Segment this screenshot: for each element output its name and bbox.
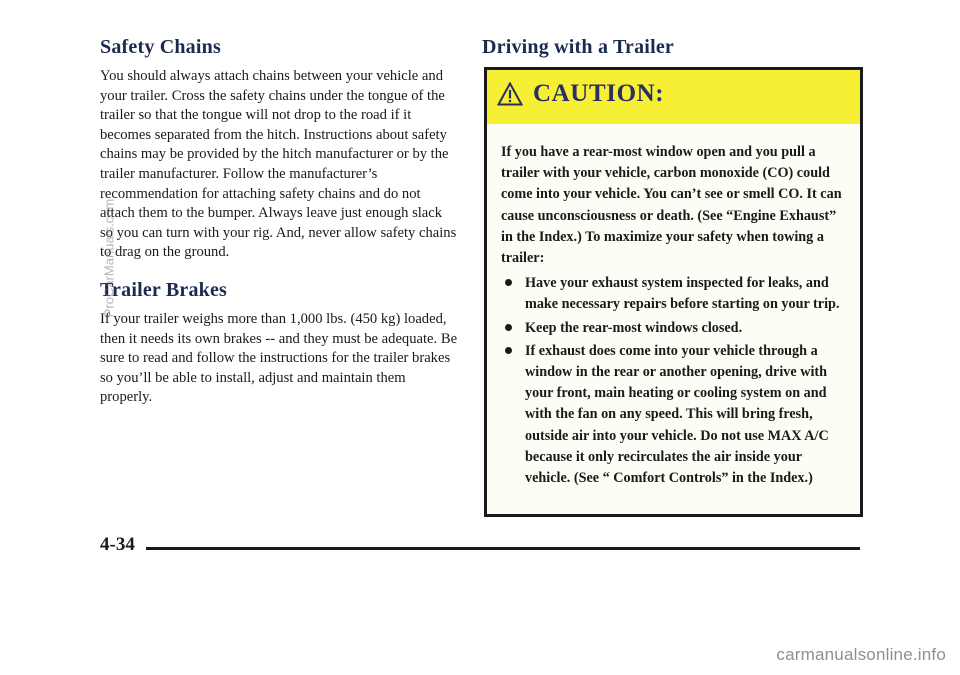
warning-triangle-icon (497, 82, 523, 106)
page-number: 4-34 (100, 534, 135, 555)
caution-bullet-text: If exhaust does come into your vehicle through a window in the rear or another opening, drive with your front, main heating or cooling system on and with the fan on any speed. This will bring fresh, outside air into your vehicle. Do not use MAX A/C because it only recirculates the air inside your vehicle. (See “ Comfort Controls” in the Index.) (525, 342, 829, 487)
bullet-dot-icon (505, 324, 512, 331)
left-column (100, 36, 458, 408)
caution-bullet-1 (501, 273, 847, 315)
caution-bullet-3 (501, 341, 847, 489)
caution-banner (487, 70, 860, 124)
safety-chains-text: You should always attach chains between your vehicle and your trailer. Cross the safety chains under the tongue of the trailer so that the tongue will not drop to the road if it becomes separated from the hitch. Instructions about safety chains may be provided by the hitch manufacturer or by the trailer manufacturer. Follow the manufacturer’s recommendation for attaching safety chains and do not attach them to the bumper. Always leave just enough slack so you can turn with your rig. And, never allow safety chains to drag on the ground. (100, 68, 457, 261)
caution-bullet-2 (501, 318, 847, 339)
bottom-watermark: carmanualsonline.info (776, 645, 946, 664)
driving-with-trailer-heading: Driving with a Trailer (482, 36, 674, 58)
caution-bullet-text: Have your exhaust system inspected for leaks, and make necessary repairs before starting on your trip. (525, 275, 840, 313)
caution-label: CAUTION: (533, 80, 665, 107)
right-column (482, 36, 868, 69)
vertical-watermark (99, 148, 119, 368)
caution-intro: If you have a rear-most window open and you pull a trailer with your vehicle, carbon monoxide (CO) could come into your vehicle. You can’t see or smell CO. It can cause unconsciousness or death. (See “Engine Exhaust” in the Index.) To maximize your safety when towing a trailer: (501, 144, 842, 267)
caution-header (497, 80, 664, 108)
vertical-watermark-text: ProCarManuals.com (101, 198, 117, 318)
footer-rule (146, 547, 860, 550)
bullet-dot-icon (505, 279, 512, 286)
safety-chains-heading: Safety Chains (100, 36, 221, 58)
caution-bullet-text: Keep the rear-most windows closed. (525, 319, 743, 336)
trailer-brakes-text: If your trailer weighs more than 1,000 lbs. (450 kg) loaded, then it needs its own brakes -- and they must be adequate. Be sure to read and follow the instructions for the trailer brakes so you’ll be able to install, adjust and maintain them properly. (100, 310, 458, 406)
trailer-brakes-heading: Trailer Brakes (100, 278, 228, 301)
caution-body (501, 142, 847, 491)
caution-box (484, 67, 863, 517)
caution-bullet-list (501, 273, 847, 489)
bullet-dot-icon (505, 347, 512, 354)
